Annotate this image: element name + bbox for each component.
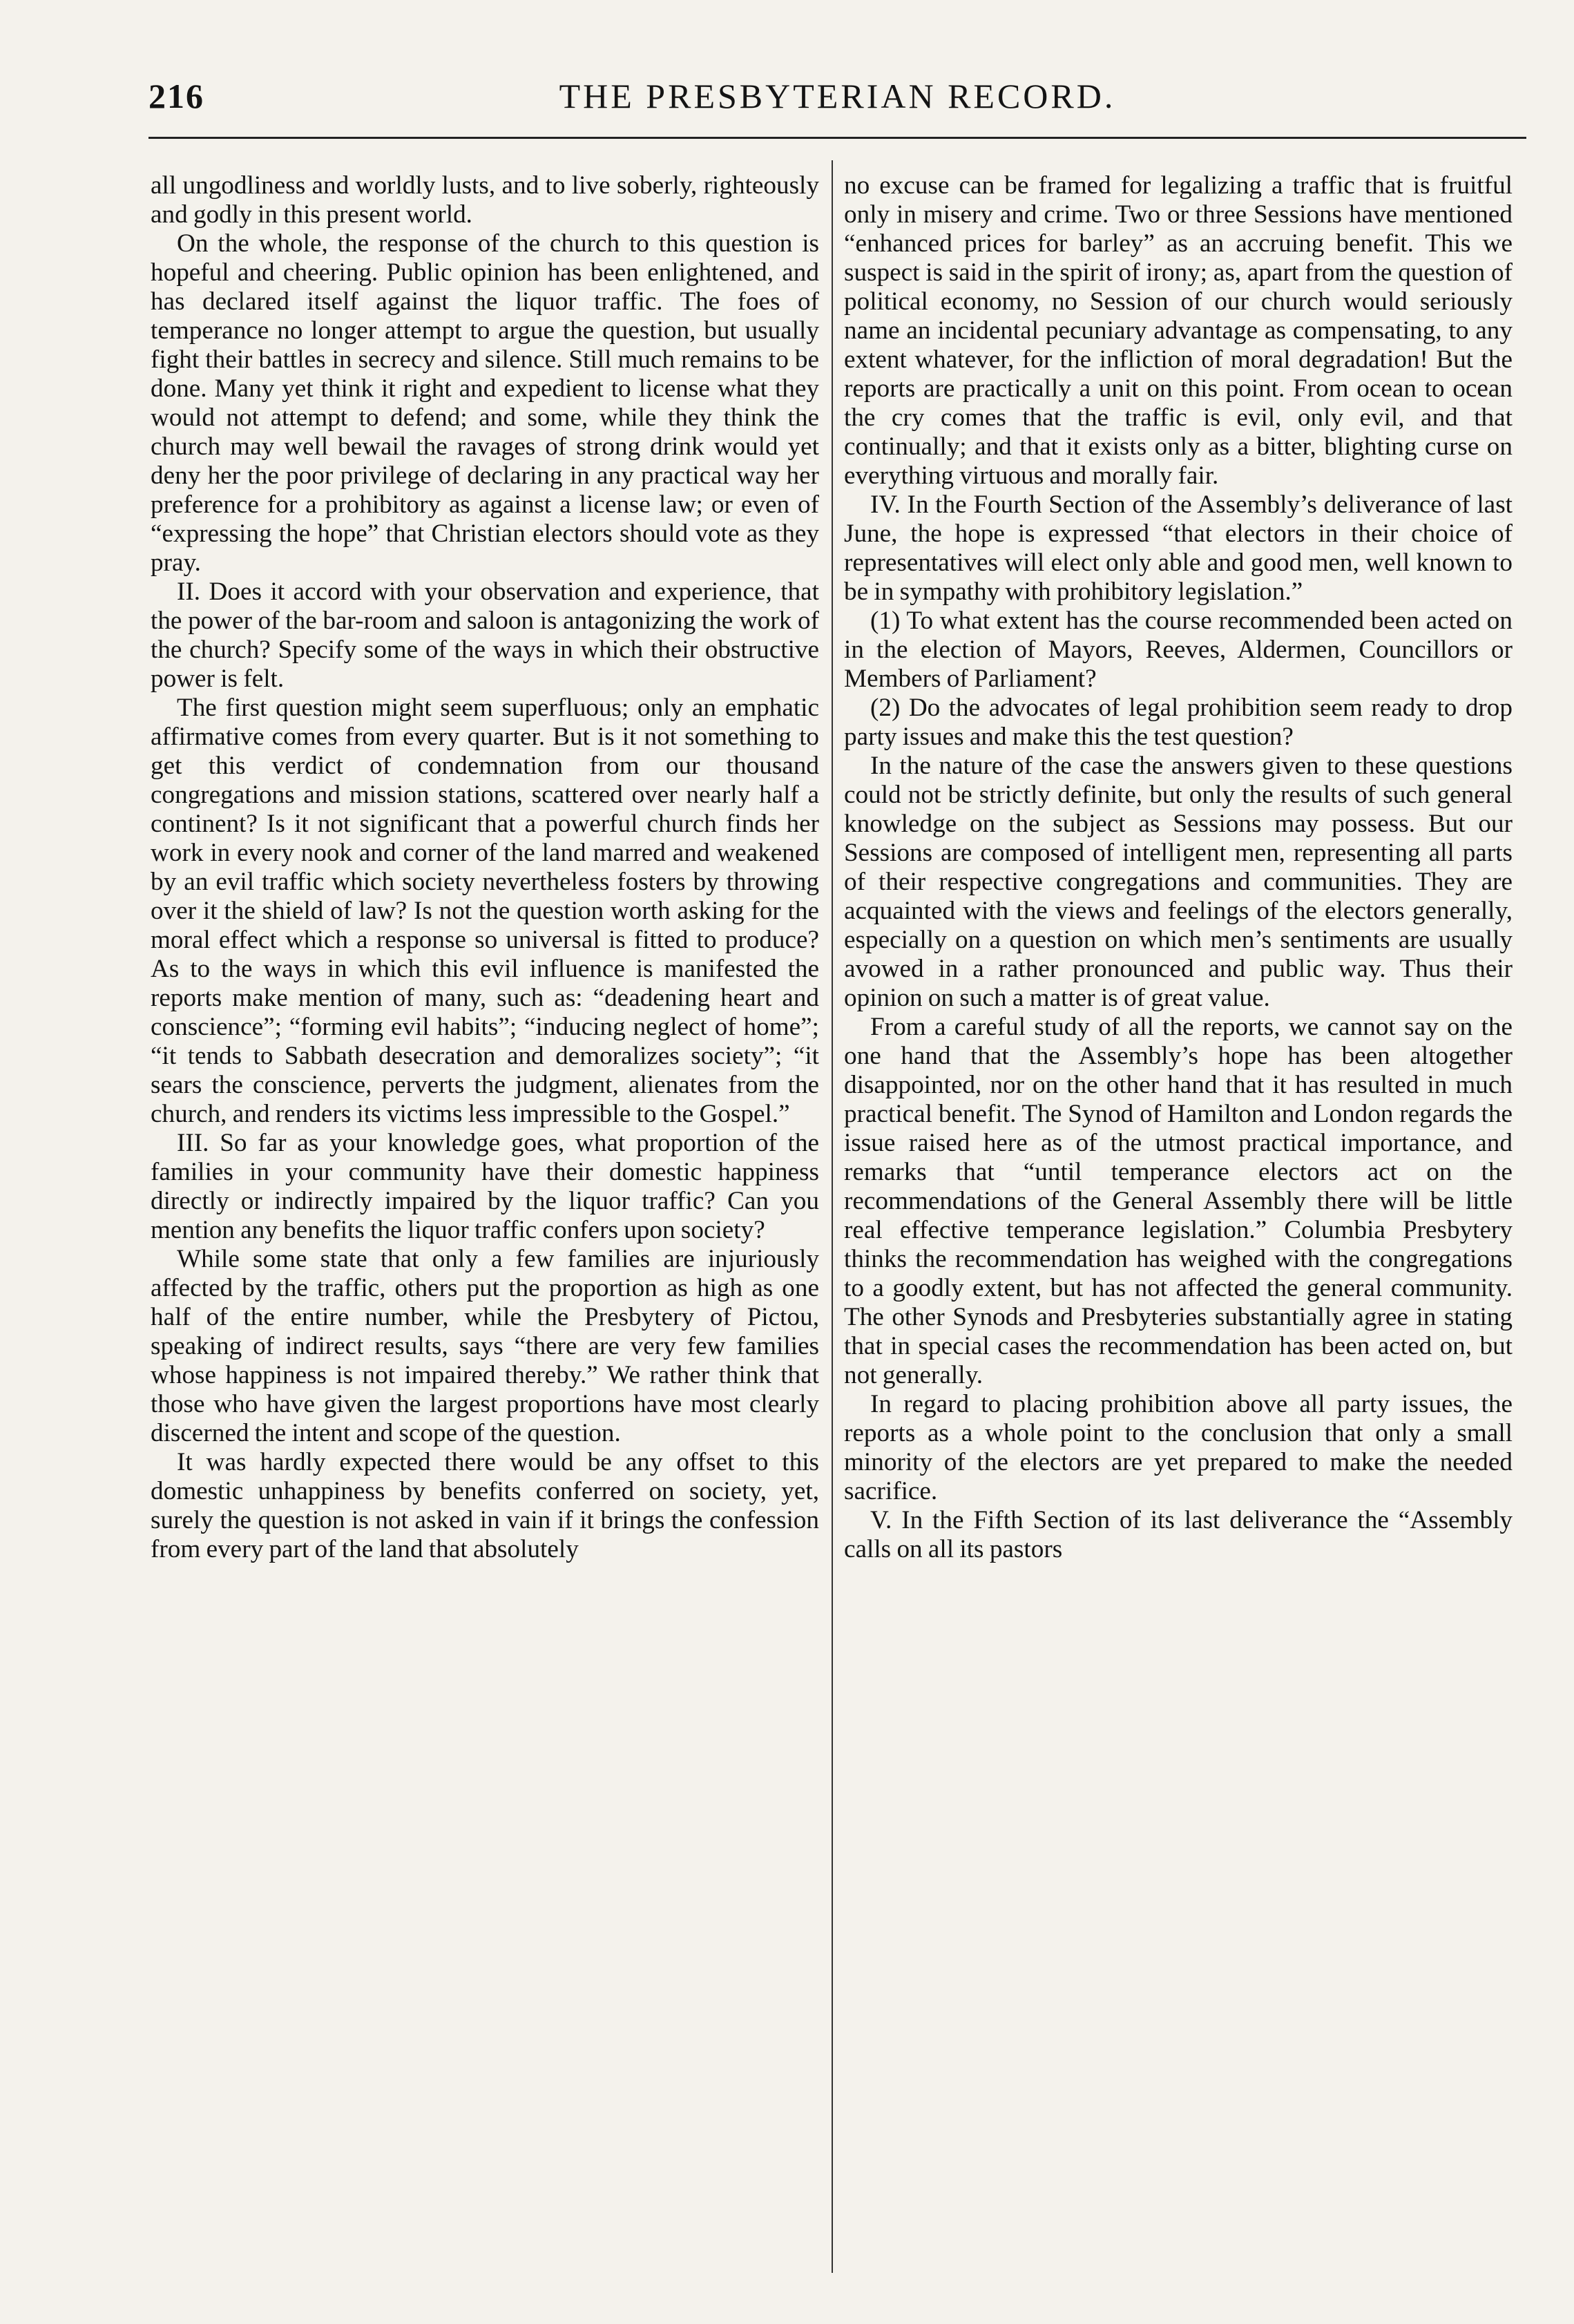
header-rule xyxy=(148,137,1526,139)
left-column xyxy=(151,171,819,1564)
paragraph: In the nature of the case the answers given to these questions could not be strictly definite, but only the results of such general knowledge on the subject as Sessions may possess. But our Sessions are composed of intelligent men, representing all parts of their respective congregations and communities. They are acquainted with the views and feelings of the electors generally, especially on a question on which men’s sentiments are usually avowed in a rather pronounced and public way. Thus their opinion on such a matter is of great value. xyxy=(844,752,1513,1012)
question-v: V. In the Fifth Section of its last deliverance the “Assembly calls on all its pastors xyxy=(844,1506,1513,1563)
paragraph: In regard to placing prohibition above all party issues, the reports as a whole point to the conclusion that only a small minority of the electors are yet prepared to make the needed sacrifice. xyxy=(844,1390,1513,1505)
question-iv-1: (1) To what extent has the course recommended been acted on in the election of Mayors, Reeves, Aldermen, Councillors or Members of Parliament? xyxy=(844,607,1513,693)
paragraph: all ungodliness and worldly lusts, and to live soberly, righteously and godly in this present world. xyxy=(151,171,819,229)
page-header xyxy=(148,76,1526,117)
question-ii: II. Does it accord with your observation and experience, that the power of the bar-room and saloon is antagonizing the work of the church? Specify some of the ways in which their obstructive power is felt. xyxy=(151,578,819,693)
right-column xyxy=(844,171,1513,1564)
question-iii: III. So far as your knowledge goes, what proportion of the families in your community have their domestic happiness directly or indirectly impaired by the liquor traffic? Can you mention any benefits the liquor traffic confers upon society? xyxy=(151,1129,819,1244)
column-divider xyxy=(832,160,833,2273)
paragraph: On the whole, the response of the church to this question is hopeful and cheering. Public opinion has been enlightened, and has declared itself against the liquor traffic. The foes of temperance no longer attempt to argue the question, but usually fight their battles in secrecy and silence. Still much remains to be done. Many yet think it right and expedient to license what they would not attempt to defend; and some, while they think the church may well bewail the ravages of strong drink would yet deny her the poor privilege of declaring in any practical way her preference for a prohibitory as against a license law; or even of “expressing the hope” that Christian electors should vote as they pray. xyxy=(151,229,819,577)
paragraph: It was hardly expected there would be any offset to this domestic unhappiness by benefits conferred on society, yet, surely the question is not asked in vain if it brings the confession from every part of the land that absolutely xyxy=(151,1448,819,1563)
paragraph: The first question might seem superfluous; only an emphatic affirmative comes from every quarter. But is it not something to get this verdict of condemnation from our thousand congregations and mission stations, scattered over nearly half a continent? Is it not significant that a powerful church finds her work in every nook and corner of the land marred and weakened by an evil traffic which society nevertheless fosters by throwing over it the shield of law? Is not the question worth asking for the moral effect which a response so universal is fitted to produce? As to the ways in which this evil influence is manifested the reports make mention of many, such as: “deadening heart and conscience”; “forming evil habits”; “inducing neglect of home”; “it tends to Sabbath desecration and demoralizes society”; “it sears the conscience, perverts the judgment, alienates from the church, and renders its victims less impressible to the Gospel.” xyxy=(151,694,819,1128)
paragraph: While some state that only a few families are injuriously affected by the traffic, others put the proportion as high as one half of the entire number, while the Presbytery of Pictou, speaking of indirect results, says “there are very few families whose happiness is not impaired thereby.” We rather think that those who have given the largest proportions have most clearly discerned the intent and scope of the question. xyxy=(151,1245,819,1447)
paragraph: no excuse can be framed for legalizing a traffic that is fruitful only in misery and crime. Two or three Sessions have mentioned “enhanced prices for barley” as an accruing benefit. This we suspect is said in the spirit of irony; as, apart from the question of political economy, no Session of our church would seriously name an incidental pecuniary advantage as compensating, to any extent whatever, for the infliction of moral degradation! But the reports are practically a unit on this point. From ocean to ocean the cry comes that the traffic is evil, only evil, and that continually; and that it exists only as a bitter, blighting curse on everything virtuous and morally fair. xyxy=(844,171,1513,490)
running-title: THE PRESBYTERIAN RECORD. xyxy=(559,77,1116,115)
question-iv: IV. In the Fourth Section of the Assembly’s deliverance of last June, the hope is expressed “that electors in their choice of representatives will elect only able and good men, well known to be in sympathy with prohibitory legislation.” xyxy=(844,490,1513,606)
question-iv-2: (2) Do the advocates of legal prohibition seem ready to drop party issues and make this the test question? xyxy=(844,694,1513,751)
paragraph: From a careful study of all the reports, we cannot say on the one hand that the Assembly’s hope has been altogether disappointed, nor on the other hand that it has resulted in much practical benefit. The Synod of Hamilton and London regards the issue raised here as of the utmost practical importance, and remarks that “until temperance electors act on the recommendations of the General Assembly there will be little real effective temperance legislation.” Columbia Presbytery thinks the recommendation has weighed with the congregations to a goodly extent, but has not affected the general community. The other Synods and Presbyteries substantially agree in stating that in special cases the recommendation has been acted on, but not generally. xyxy=(844,1013,1513,1389)
page-number: 216 xyxy=(148,77,204,115)
